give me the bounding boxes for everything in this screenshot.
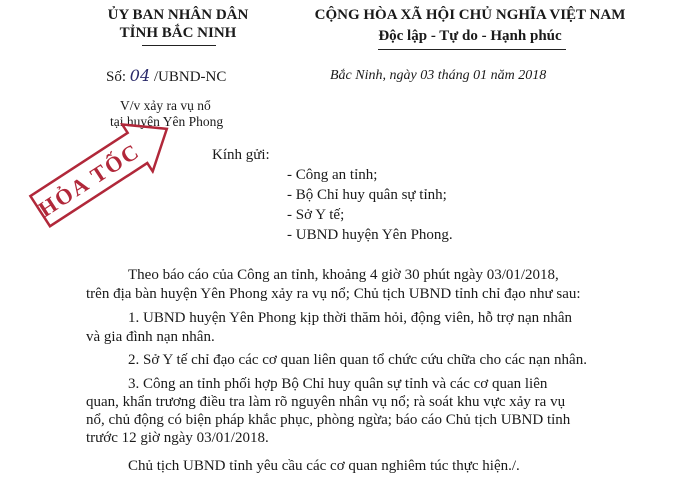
national-motto: Độc lập - Tự do - Hạnh phúc — [378, 28, 562, 44]
subject-line-2: tại huyện Yên Phong — [110, 114, 224, 129]
stamp-text: HỎA TỐC — [33, 137, 145, 222]
item-1-line-1: 1. UBND huyện Yên Phong kịp thời thăm hỏi, động viên, hỗ trợ nạn nhân — [128, 310, 573, 326]
subject-line-1: V/v xảy ra vụ nổ — [120, 98, 211, 113]
urgent-stamp — [22, 103, 185, 238]
item-3-line-3: nổ, chủ động có biện pháp khắc phục, phòng ngừa; báo cáo Chủ tịch UBND tỉnh — [86, 412, 571, 428]
item-2: 2. Sở Y tế chỉ đạo các cơ quan liên quan tổ chức cứu chữa cho các nạn nhân. — [128, 352, 587, 368]
header-divider-right — [378, 49, 566, 50]
urgent-stamp-graphic — [22, 103, 185, 238]
intro-line-1: Theo báo cáo của Công an tỉnh, khoảng 4 giờ 30 phút ngày 03/01/2018, — [128, 267, 559, 283]
recipients-label: Kính gửi: — [212, 147, 270, 163]
item-3-line-2: quan, khẩn trương điều tra làm rõ nguyên nhân vụ nổ; rà soát khu vực xảy ra vụ — [86, 394, 566, 410]
national-title: CỘNG HÒA XÃ HỘI CHỦ NGHĨA VIỆT NAM — [314, 7, 626, 23]
organization-name: ỦY BAN NHÂN DÂN — [107, 7, 249, 23]
header-divider-left — [142, 45, 216, 46]
item-1-line-2: và gia đình nạn nhân. — [86, 329, 215, 345]
number-suffix: /UBND-NC — [153, 69, 227, 85]
recipient-item: - Công an tỉnh; — [287, 167, 378, 183]
province-name: TỈNH BẮC NINH — [119, 25, 237, 41]
recipient-item: - UBND huyện Yên Phong. — [287, 227, 453, 243]
closing-line: Chủ tịch UBND tỉnh yêu cầu các cơ quan nghiêm túc thực hiện./. — [128, 458, 520, 474]
recipient-item: - Sở Y tế; — [287, 207, 345, 223]
number-prefix: Số: — [106, 69, 127, 85]
intro-line-2: trên địa bàn huyện Yên Phong xảy ra vụ nổ; Chủ tịch UBND tỉnh chỉ đạo như sau: — [86, 286, 581, 302]
recipient-item: - Bộ Chỉ huy quân sự tỉnh; — [287, 187, 447, 203]
number-handwritten: 04 — [129, 66, 151, 85]
document-date: Bắc Ninh, ngày 03 tháng 01 năm 2018 — [330, 68, 547, 83]
document-number — [106, 66, 226, 86]
item-3-line-1: 3. Công an tỉnh phối hợp Bộ Chỉ huy quân sự tỉnh và các cơ quan liên — [128, 376, 548, 392]
item-3-line-4: trước 12 giờ ngày 03/01/2018. — [86, 430, 269, 446]
